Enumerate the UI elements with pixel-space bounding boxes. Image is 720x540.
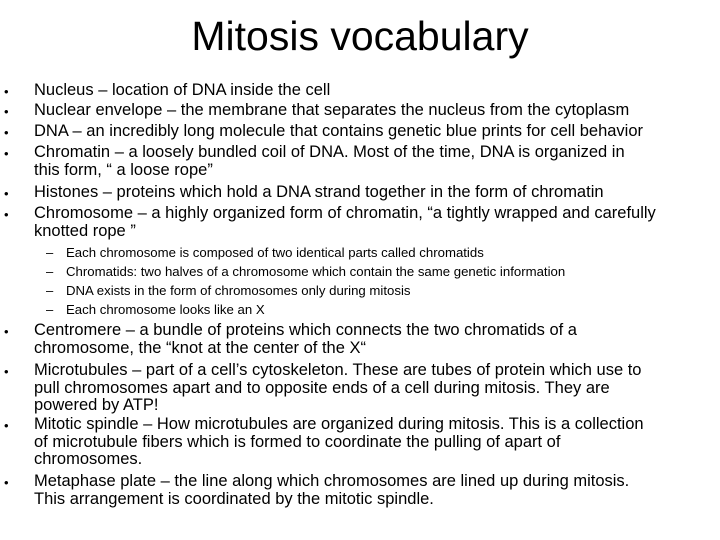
bullet-icon: • xyxy=(4,104,9,119)
item-text-line-3: powered by ATP! xyxy=(34,396,159,415)
list-item-histones xyxy=(34,184,718,202)
list-item-mitotic-spindle xyxy=(34,416,718,469)
item-text: DNA – an incredibly long molecule that contains genetic blue prints for cell behavior xyxy=(34,122,644,140)
bullet-icon: • xyxy=(4,475,9,490)
item-text-line-2: chromosome, the “knot at the center of the X“ xyxy=(34,338,366,357)
list-item-nucleus xyxy=(34,82,718,100)
item-text: Nuclear envelope – the membrane that separates the nucleus from the cytoplasm xyxy=(34,101,630,119)
bullet-icon: • xyxy=(4,207,9,222)
list-item-chromatin xyxy=(34,144,718,179)
dash-icon: – xyxy=(46,264,54,279)
item-text-line-2: of microtubule fibers which is formed to coordinate the pulling of apart of xyxy=(34,432,561,451)
bullet-icon: • xyxy=(4,418,9,433)
bullet-icon: • xyxy=(4,146,9,161)
item-text-line-2: this form, “ a loose rope” xyxy=(34,160,213,179)
item-text-line-2: pull chromosomes apart and to opposite ends of a cell during mitosis. They are xyxy=(34,378,610,397)
item-text-line-2: This arrangement is coordinated by the mitotic spindle. xyxy=(34,489,434,508)
item-text: Nucleus – location of DNA inside the cell xyxy=(34,81,331,99)
bullet-icon: • xyxy=(4,324,9,339)
list-item-microtubules xyxy=(34,362,718,415)
dash-icon: – xyxy=(46,302,54,317)
sub-item-x-shape: Each chromosome looks like an X xyxy=(66,302,265,317)
item-text-line-1: Microtubules – part of a cell’s cytoskeleton. These are tubes of protein which use to xyxy=(34,361,642,379)
item-text-line-1: Centromere – a bundle of proteins which connects the two chromatids of a xyxy=(34,321,577,339)
item-text-line-1: Chromatin – a loosely bundled coil of DNA. Most of the time, DNA is organized in xyxy=(34,143,625,161)
item-text-line-1: Chromosome – a highly organized form of chromatin, “a tightly wrapped and carefully xyxy=(34,204,656,222)
list-item-metaphase-plate xyxy=(34,473,718,508)
item-text-line-2: knotted rope ” xyxy=(34,221,136,240)
bullet-icon: • xyxy=(4,125,9,140)
sub-item-chromatids: Each chromosome is composed of two identical parts called chromatids xyxy=(66,245,484,260)
dash-icon: – xyxy=(46,245,54,260)
dash-icon: – xyxy=(46,283,54,298)
item-text-line-1: Metaphase plate – the line along which chromosomes are lined up during mitosis. xyxy=(34,472,630,490)
item-text-line-1: Mitotic spindle – How microtubules are organized during mitosis. This is a collection xyxy=(34,415,644,433)
item-text-line-3: chromosomes. xyxy=(34,450,143,469)
bullet-icon: • xyxy=(4,84,9,99)
bullet-icon: • xyxy=(4,364,9,379)
bullet-icon: • xyxy=(4,186,9,201)
list-item-chromosome xyxy=(34,205,718,240)
sub-item-dna-form: DNA exists in the form of chromosomes only during mitosis xyxy=(66,283,411,298)
slide-title: Mitosis vocabulary xyxy=(191,13,529,59)
sub-item-chromatid-halves: Chromatids: two halves of a chromosome which contain the same genetic information xyxy=(66,264,566,279)
list-item-dna xyxy=(34,123,718,141)
list-item-nuclear-envelope xyxy=(34,102,718,120)
item-text: Histones – proteins which hold a DNA strand together in the form of chromatin xyxy=(34,183,604,201)
list-item-centromere xyxy=(34,322,718,357)
